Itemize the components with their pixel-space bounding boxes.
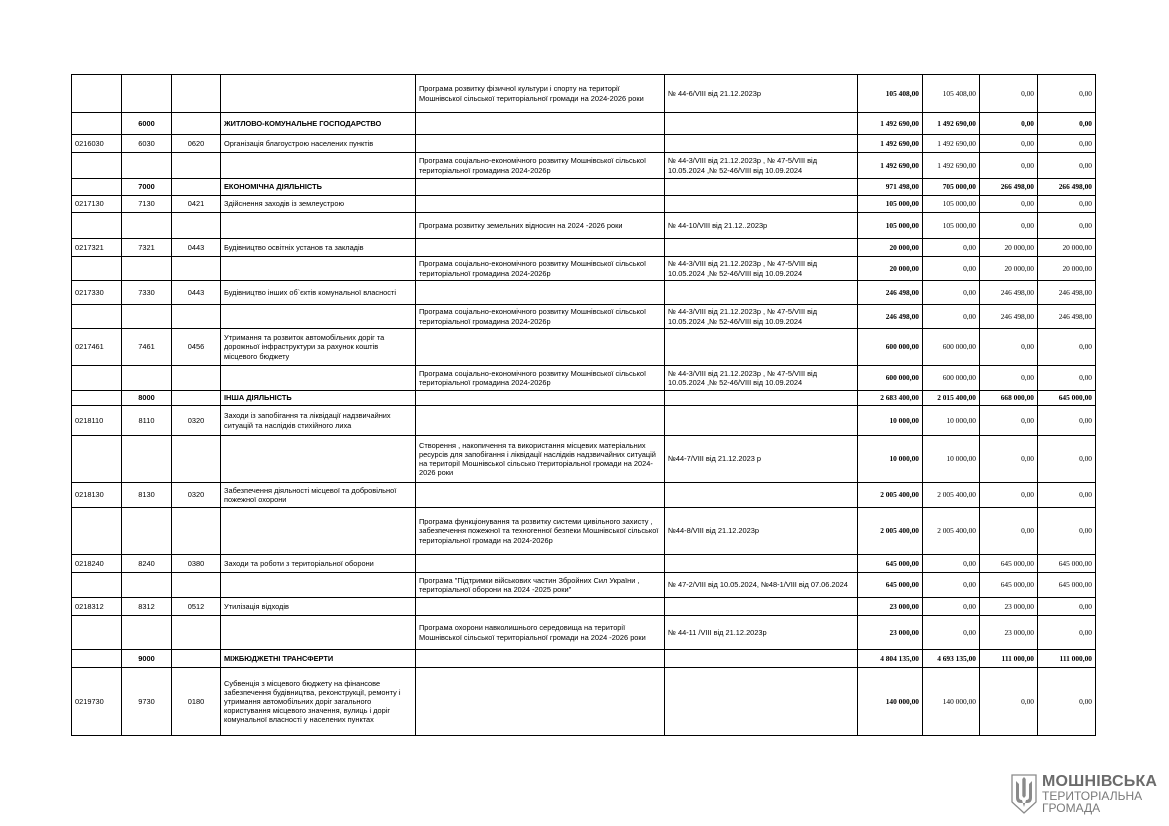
code-2-cell: 8130 [122,483,172,508]
document-cell [665,281,858,305]
code-2-cell: 8240 [122,555,172,573]
code-2-cell: 7330 [122,281,172,305]
table-row [72,508,1096,555]
title-cell [221,305,416,329]
general-fund-cell: 0,00 [923,555,980,573]
code-1-cell: 0216030 [72,135,122,153]
table-row [72,650,1096,668]
table-row [72,75,1096,113]
program-cell [416,406,665,436]
code-1-cell: 0218312 [72,598,122,616]
development-budget-cell: 0,00 [1038,668,1096,736]
code-3-cell [172,650,221,668]
code-1-cell [72,257,122,281]
code-3-cell [172,391,221,406]
total-amount-cell: 20 000,00 [858,239,923,257]
special-fund-cell: 645 000,00 [980,573,1038,598]
document-cell [665,391,858,406]
table-row [72,113,1096,135]
development-budget-cell: 0,00 [1038,196,1096,213]
development-budget-cell: 0,00 [1038,213,1096,239]
code-1-cell [72,650,122,668]
total-amount-cell: 1 492 690,00 [858,153,923,179]
code-3-cell [172,257,221,281]
code-3-cell [172,213,221,239]
title-cell [221,257,416,281]
program-cell [416,281,665,305]
general-fund-cell: 0,00 [923,239,980,257]
total-amount-cell: 105 000,00 [858,196,923,213]
table-row [72,573,1096,598]
total-amount-cell: 20 000,00 [858,257,923,281]
title-cell [221,436,416,483]
code-2-cell: 9730 [122,668,172,736]
code-2-cell: 7461 [122,329,172,366]
special-fund-cell: 0,00 [980,436,1038,483]
table-row [72,598,1096,616]
total-amount-cell: 600 000,00 [858,329,923,366]
title-cell: МІЖБЮДЖЕТНІ ТРАНСФЕРТИ [221,650,416,668]
document-cell [665,196,858,213]
code-1-cell: 0218240 [72,555,122,573]
special-fund-cell: 111 000,00 [980,650,1038,668]
table-row [72,305,1096,329]
development-budget-cell: 0,00 [1038,366,1096,391]
title-cell: ЖИТЛОВО-КОМУНАЛЬНЕ ГОСПОДАРСТВО [221,113,416,135]
code-3-cell [172,113,221,135]
code-2-cell [122,257,172,281]
program-cell: Програма "Підтримки військових частин Збройних Сил України , територіальної оборони на 2024 -2025 роки" [416,573,665,598]
program-cell: Програма розвитку земельних відносин на 2024 -2026 роки [416,213,665,239]
document-cell: №44-8/VIII від 21.12.2023р [665,508,858,555]
code-3-cell [172,305,221,329]
total-amount-cell: 23 000,00 [858,616,923,650]
document-cell [665,598,858,616]
title-cell: Здійснення заходів із землеустрою [221,196,416,213]
document-cell [665,668,858,736]
development-budget-cell: 0,00 [1038,436,1096,483]
development-budget-cell: 111 000,00 [1038,650,1096,668]
total-amount-cell: 645 000,00 [858,573,923,598]
code-3-cell: 0421 [172,196,221,213]
special-fund-cell: 0,00 [980,113,1038,135]
trident-crest-icon [1011,774,1037,814]
title-cell: ЕКОНОМІЧНА ДІЯЛЬНІСТЬ [221,179,416,196]
document-cell: № 44-3/VIII від 21.12.2023р , № 47-5/VIII від 10.05.2024 ,№ 52-46/VIII від 10.09.2024 [665,305,858,329]
program-cell: Програма функціонування та розвитку системи цивільного захисту , забезпечення пожежної та техногенної безпеки Мошнівської сільської територіальної громади на 2024-2026р [416,508,665,555]
special-fund-cell: 0,00 [980,75,1038,113]
table-row [72,329,1096,366]
code-3-cell [172,179,221,196]
total-amount-cell: 4 804 135,00 [858,650,923,668]
total-amount-cell: 105 000,00 [858,213,923,239]
total-amount-cell: 2 005 400,00 [858,508,923,555]
document-cell: №44-7/VIII від 21.12.2023 р [665,436,858,483]
special-fund-cell: 0,00 [980,196,1038,213]
code-3-cell [172,75,221,113]
special-fund-cell: 266 498,00 [980,179,1038,196]
code-1-cell: 0217330 [72,281,122,305]
total-amount-cell: 1 492 690,00 [858,113,923,135]
table-row [72,555,1096,573]
title-cell: Утилізація відходів [221,598,416,616]
title-cell: Будівництво освітніх установ та закладів [221,239,416,257]
general-fund-cell: 10 000,00 [923,406,980,436]
code-2-cell [122,366,172,391]
program-cell [416,668,665,736]
table-row [72,239,1096,257]
development-budget-cell: 0,00 [1038,153,1096,179]
code-3-cell: 0443 [172,239,221,257]
title-cell: Заходи та роботи з територіальної оборони [221,555,416,573]
development-budget-cell: 0,00 [1038,329,1096,366]
special-fund-cell: 0,00 [980,153,1038,179]
document-cell: № 44-3/VIII від 21.12.2023р , № 47-5/VIII від 10.05.2024 ,№ 52-46/VIII від 10.09.2024 [665,366,858,391]
title-cell: Утримання та розвиток автомобільних доріг та дорожньої інфраструктури за рахунок коштів місцевого бюджету [221,329,416,366]
program-cell: Програма соціально-економічного розвитку Мошнівської сільської територіальної громадина 2024-2026р [416,257,665,281]
title-cell: Субвенція з місцевого бюджету на фінансове забезпечення будівництва, реконструкції, ремонту і утримання автомобільних доріг загального користування місцевого значення, вулиць і доріг комунальної власності у населених пунктах [221,668,416,736]
document-cell: № 44-10/VIII від 21.12..2023р [665,213,858,239]
table-row [72,213,1096,239]
total-amount-cell: 645 000,00 [858,555,923,573]
title-cell [221,573,416,598]
code-2-cell [122,153,172,179]
document-cell: № 44-3/VIII від 21.12.2023р , № 47-5/VIII від 10.05.2024 ,№ 52-46/VIII від 10.09.2024 [665,257,858,281]
program-cell [416,650,665,668]
development-budget-cell: 645 000,00 [1038,573,1096,598]
development-budget-cell: 0,00 [1038,135,1096,153]
code-2-cell: 6030 [122,135,172,153]
code-1-cell [72,75,122,113]
title-cell [221,75,416,113]
development-budget-cell: 0,00 [1038,113,1096,135]
budget-table-body [72,75,1096,736]
logo-line-3: ГРОМАДА [1042,801,1101,815]
general-fund-cell: 105 000,00 [923,196,980,213]
general-fund-cell: 1 492 690,00 [923,135,980,153]
title-cell [221,213,416,239]
total-amount-cell: 105 408,00 [858,75,923,113]
table-row [72,406,1096,436]
code-1-cell [72,153,122,179]
total-amount-cell: 23 000,00 [858,598,923,616]
program-cell: Програма соціально-економічного розвитку Мошнівської сільської територіальної громадина 2024-2026р [416,366,665,391]
title-cell: Забезпечення діяльності місцевої та добровільної пожежної охорони [221,483,416,508]
table-row [72,153,1096,179]
program-cell [416,113,665,135]
code-2-cell: 6000 [122,113,172,135]
code-3-cell [172,616,221,650]
special-fund-cell: 246 498,00 [980,281,1038,305]
budget-table [71,74,1096,736]
document-cell [665,483,858,508]
total-amount-cell: 246 498,00 [858,281,923,305]
code-3-cell: 0456 [172,329,221,366]
code-1-cell [72,436,122,483]
code-2-cell [122,508,172,555]
general-fund-cell: 705 000,00 [923,179,980,196]
general-fund-cell: 2 005 400,00 [923,508,980,555]
general-fund-cell: 1 492 690,00 [923,153,980,179]
code-1-cell: 0217130 [72,196,122,213]
total-amount-cell: 140 000,00 [858,668,923,736]
general-fund-cell: 2 005 400,00 [923,483,980,508]
general-fund-cell: 0,00 [923,281,980,305]
program-cell [416,179,665,196]
logo-line-1: МОШНІВСЬКА [1042,773,1158,790]
general-fund-cell: 0,00 [923,257,980,281]
code-2-cell: 9000 [122,650,172,668]
special-fund-cell: 645 000,00 [980,555,1038,573]
code-2-cell: 8312 [122,598,172,616]
code-2-cell [122,305,172,329]
program-cell: Створення , накопичення та використання місцевих матеріальних ресурсів для запобігання і ліквідації наслідків надзвичайних ситуацій на території Мошнівської сільсько їтериторіальної громади на 2024-2026 роки [416,436,665,483]
code-1-cell: 0217321 [72,239,122,257]
general-fund-cell: 0,00 [923,305,980,329]
development-budget-cell: 0,00 [1038,616,1096,650]
table-row [72,135,1096,153]
special-fund-cell: 246 498,00 [980,305,1038,329]
table-row [72,616,1096,650]
code-1-cell: 0218130 [72,483,122,508]
code-3-cell: 0620 [172,135,221,153]
total-amount-cell: 1 492 690,00 [858,135,923,153]
document-cell [665,650,858,668]
general-fund-cell: 10 000,00 [923,436,980,483]
code-1-cell [72,508,122,555]
title-cell: ІНША ДІЯЛЬНІСТЬ [221,391,416,406]
document-cell [665,113,858,135]
community-logo [1011,773,1156,817]
table-row [72,436,1096,483]
code-1-cell [72,366,122,391]
general-fund-cell: 0,00 [923,616,980,650]
development-budget-cell: 645 000,00 [1038,555,1096,573]
program-cell: Програма розвитку фізичної культури і спорту на території Мошнівської сільської територіальної громади на 2024-2026 роки [416,75,665,113]
total-amount-cell: 246 498,00 [858,305,923,329]
document-cell [665,135,858,153]
general-fund-cell: 600 000,00 [923,366,980,391]
code-1-cell [72,616,122,650]
program-cell [416,483,665,508]
document-cell: № 44-6/VIII від 21.12.2023р [665,75,858,113]
special-fund-cell: 0,00 [980,483,1038,508]
special-fund-cell: 0,00 [980,668,1038,736]
document-cell [665,239,858,257]
document-cell [665,329,858,366]
title-cell [221,366,416,391]
code-1-cell: 0219730 [72,668,122,736]
development-budget-cell: 0,00 [1038,483,1096,508]
total-amount-cell: 600 000,00 [858,366,923,391]
logo-line-2: ТЕРИТОРІАЛЬНА [1042,789,1143,803]
table-row [72,483,1096,508]
general-fund-cell: 4 693 135,00 [923,650,980,668]
program-cell [416,135,665,153]
title-cell [221,153,416,179]
program-cell [416,555,665,573]
special-fund-cell: 0,00 [980,366,1038,391]
code-2-cell: 8000 [122,391,172,406]
special-fund-cell: 20 000,00 [980,257,1038,281]
code-3-cell [172,153,221,179]
development-budget-cell: 20 000,00 [1038,257,1096,281]
program-cell [416,196,665,213]
code-3-cell: 0380 [172,555,221,573]
code-3-cell: 0512 [172,598,221,616]
development-budget-cell: 0,00 [1038,75,1096,113]
total-amount-cell: 971 498,00 [858,179,923,196]
total-amount-cell: 10 000,00 [858,436,923,483]
general-fund-cell: 0,00 [923,573,980,598]
special-fund-cell: 0,00 [980,329,1038,366]
general-fund-cell: 105 000,00 [923,213,980,239]
special-fund-cell: 23 000,00 [980,598,1038,616]
program-cell: Програма охорони навколишнього середовища на території Мошнівської сільської територіальної громади на 2024 -2026 роки [416,616,665,650]
program-cell [416,391,665,406]
code-3-cell [172,508,221,555]
special-fund-cell: 23 000,00 [980,616,1038,650]
table-row [72,196,1096,213]
general-fund-cell: 105 408,00 [923,75,980,113]
table-row [72,179,1096,196]
code-2-cell: 8110 [122,406,172,436]
title-cell: Організація благоустрою населених пунктів [221,135,416,153]
code-2-cell: 7130 [122,196,172,213]
special-fund-cell: 0,00 [980,508,1038,555]
code-2-cell: 7321 [122,239,172,257]
general-fund-cell: 600 000,00 [923,329,980,366]
code-2-cell: 7000 [122,179,172,196]
code-3-cell [172,366,221,391]
code-2-cell [122,573,172,598]
total-amount-cell: 10 000,00 [858,406,923,436]
program-cell: Програма соціально-економічного розвитку Мошнівської сільської територіальної громадина 2024-2026р [416,305,665,329]
special-fund-cell: 20 000,00 [980,239,1038,257]
title-cell [221,616,416,650]
special-fund-cell: 0,00 [980,135,1038,153]
program-cell: Програма соціально-економічного розвитку Мошнівської сільської територіальної громадина 2024-2026р [416,153,665,179]
title-cell: Будівництво інших об`єктів комунальної власності [221,281,416,305]
table-row [72,366,1096,391]
table-row [72,257,1096,281]
document-cell: № 44-3/VIII від 21.12.2023р , № 47-5/VIII від 10.05.2024 ,№ 52-46/VIII від 10.09.2024 [665,153,858,179]
code-1-cell: 0217461 [72,329,122,366]
code-1-cell [72,573,122,598]
general-fund-cell: 0,00 [923,598,980,616]
code-1-cell [72,179,122,196]
code-3-cell: 0320 [172,483,221,508]
code-1-cell: 0218110 [72,406,122,436]
development-budget-cell: 645 000,00 [1038,391,1096,406]
code-3-cell [172,573,221,598]
special-fund-cell: 0,00 [980,406,1038,436]
code-3-cell: 0443 [172,281,221,305]
special-fund-cell: 668 000,00 [980,391,1038,406]
program-cell [416,329,665,366]
code-3-cell [172,436,221,483]
development-budget-cell: 0,00 [1038,406,1096,436]
code-1-cell [72,391,122,406]
general-fund-cell: 2 015 400,00 [923,391,980,406]
code-1-cell [72,305,122,329]
document-cell [665,555,858,573]
development-budget-cell: 246 498,00 [1038,281,1096,305]
document-cell: № 47-2/VIII від 10.05.2024, №48-1/VIII від 07.06.2024 [665,573,858,598]
document-cell [665,179,858,196]
code-2-cell [122,213,172,239]
code-3-cell: 0180 [172,668,221,736]
development-budget-cell: 0,00 [1038,598,1096,616]
code-2-cell [122,616,172,650]
development-budget-cell: 20 000,00 [1038,239,1096,257]
code-2-cell [122,436,172,483]
code-1-cell [72,113,122,135]
table-row [72,668,1096,736]
document-cell [665,406,858,436]
code-3-cell: 0320 [172,406,221,436]
title-cell: Заходи із запобігання та ліквідації надзвичайних ситуацій та наслідків стихійного лиха [221,406,416,436]
general-fund-cell: 1 492 690,00 [923,113,980,135]
program-cell [416,239,665,257]
table-row [72,281,1096,305]
code-2-cell [122,75,172,113]
development-budget-cell: 266 498,00 [1038,179,1096,196]
code-1-cell [72,213,122,239]
general-fund-cell: 140 000,00 [923,668,980,736]
special-fund-cell: 0,00 [980,213,1038,239]
document-cell: № 44-11 /VIII від 21.12.2023р [665,616,858,650]
table-row [72,391,1096,406]
total-amount-cell: 2 683 400,00 [858,391,923,406]
total-amount-cell: 2 005 400,00 [858,483,923,508]
program-cell [416,598,665,616]
title-cell [221,508,416,555]
development-budget-cell: 246 498,00 [1038,305,1096,329]
development-budget-cell: 0,00 [1038,508,1096,555]
